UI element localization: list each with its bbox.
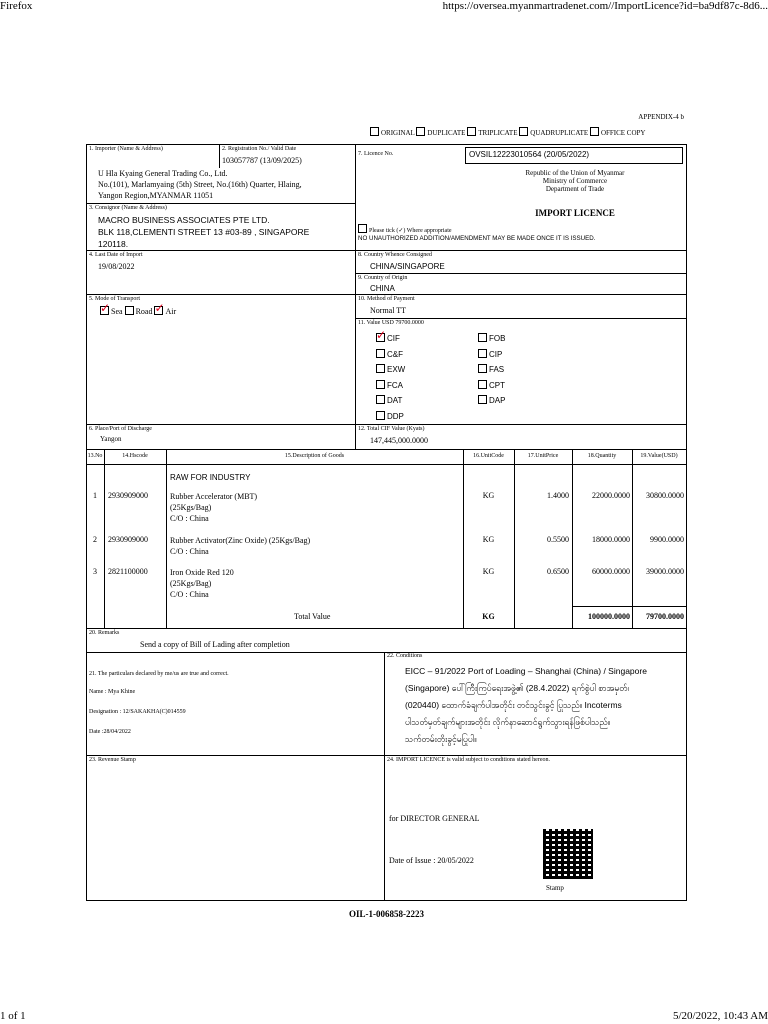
incoterms-left	[376, 331, 405, 424]
total-cif-value: 147,445,000.0000	[370, 436, 428, 445]
consignor-label: 3. Consignor (Name & Address)	[89, 205, 167, 211]
page-count: 1 of 1	[0, 1010, 26, 1022]
country-consigned-value: CHINA/SINGAPORE	[370, 262, 445, 271]
payment-method-label: 10. Method of Payment	[358, 296, 415, 302]
conditions-text	[405, 663, 647, 748]
item-desc-line: Iron Oxide Red 120	[170, 568, 234, 577]
date-of-issue: Date of Issue : 20/05/2022	[389, 856, 474, 865]
copy-options	[370, 127, 645, 137]
country-consigned-label: 8. Country Whence Consigned	[358, 252, 432, 258]
licence-no-field: OVSIL12223010564 (20/05/2022)	[465, 147, 683, 164]
republic-line: Republic of the Union of Myanmar	[525, 169, 625, 177]
fca-label: FCA	[387, 380, 403, 390]
republic-header	[505, 169, 645, 193]
item-price: 0.5500	[547, 535, 569, 544]
duplicate-checkbox[interactable]	[416, 127, 425, 136]
item-hscode: 2821100000	[108, 567, 148, 576]
item-price: 0.6500	[547, 567, 569, 576]
mode-transport-options	[100, 306, 176, 316]
original-label: ORIGINAL	[381, 129, 415, 137]
fob-checkbox[interactable]	[478, 333, 487, 342]
item-description	[170, 567, 234, 600]
item-desc-line: C/O : China	[170, 547, 209, 556]
col-hscode-header: 14.Hscode	[122, 453, 148, 459]
last-date-label: 4. Last Date of Import	[89, 252, 143, 258]
exw-checkbox[interactable]	[376, 364, 385, 373]
original-checkbox[interactable]	[370, 127, 379, 136]
condition-line: (Singapore) ပေါ်ကြီးကြပ်ရေးအဖွဲ့၏ (28.4.2022) ရက်စွဲပါ စာအမှတ်၊	[405, 683, 629, 693]
fca-checkbox[interactable]	[376, 380, 385, 389]
conditions-label: 22. Conditions	[387, 653, 423, 659]
validity-note: 24. IMPORT LICENCE is valid subject to conditions stated hereon.	[387, 757, 551, 763]
office-copy-checkbox[interactable]	[590, 127, 599, 136]
cpt-checkbox[interactable]	[478, 380, 487, 389]
item-hscode: 2930909000	[108, 535, 148, 544]
quadruplicate-label: QUADRUPLICATE	[530, 129, 589, 137]
qr-code-icon	[543, 829, 593, 879]
importer-line: No.(101), Marlamyaing (5th) Street, No.(16th) Quarter, Hlaing,	[98, 180, 302, 189]
col-description-header: 15.Description of Goods	[284, 453, 345, 459]
sea-checkbox[interactable]	[100, 306, 109, 315]
total-cif-label: 12. Total CIF Value (Kyats)	[358, 426, 425, 432]
item-qty: 18000.0000	[592, 535, 630, 544]
condition-line: EICC – 91/2022 Port of Loading – Shanghai (China) / Singapore	[405, 666, 647, 676]
office-copy-label: OFFICE COPY	[600, 129, 646, 137]
total-label: Total Value	[294, 612, 331, 621]
appendix-label: APPENDIX-4 b	[638, 113, 684, 121]
triplicate-label: TRIPLICATE	[478, 129, 518, 137]
declarant-name: Name : Mya Khine	[89, 689, 136, 695]
consignor-line: MACRO BUSINESS ASSOCIATES PTE LTD.	[98, 215, 270, 225]
air-label: Air	[165, 307, 177, 316]
col-no-header: 13.No	[87, 453, 103, 459]
item-desc-line: (25Kgs/Bag)	[170, 503, 212, 512]
item-desc-line: C/O : China	[170, 514, 209, 523]
condition-line: ပါသတ်မှတ်ချက်များအတိုင်း လိုက်နာဆောင်ရွက်သွားရန်ဖြစ်ပါသည်။	[405, 717, 611, 727]
registration-value: 103057787 (13/09/2025)	[222, 156, 302, 165]
cif-checkbox[interactable]	[376, 333, 385, 342]
item-no: 3	[93, 567, 97, 576]
tick-box	[358, 224, 367, 233]
item-no: 2	[93, 535, 97, 544]
fob-label: FOB	[489, 334, 506, 343]
consignor-address	[98, 214, 309, 250]
quadruplicate-checkbox[interactable]	[519, 127, 528, 136]
item-unit: KG	[482, 535, 495, 544]
department-line: Department of Trade	[545, 185, 605, 193]
item-qty: 22000.0000	[592, 491, 630, 500]
total-value: 79700.0000	[646, 612, 684, 621]
browser-name: Firefox	[0, 0, 33, 12]
total-unit: KG	[482, 612, 495, 621]
item-desc-line: Rubber Activator(Zinc Oxide) (25Kgs/Bag)	[170, 536, 311, 545]
importer-line: U Hla Kyaing General Trading Co., Ltd.	[98, 169, 228, 178]
cip-checkbox[interactable]	[478, 349, 487, 358]
item-unit: KG	[482, 491, 495, 500]
col-quantity-header: 18.Quantity	[587, 453, 617, 459]
fas-checkbox[interactable]	[478, 364, 487, 373]
col-unitprice-header: 17.UnitPrice	[527, 453, 559, 459]
country-origin-value: CHINA	[370, 284, 395, 293]
item-description	[170, 535, 310, 557]
remarks-value: Send a copy of Bill of Lading after completion	[140, 640, 290, 649]
item-value: 30800.0000	[646, 491, 684, 500]
col-unitcode-header: 16.UnitCode	[473, 453, 504, 459]
fas-label: FAS	[489, 365, 505, 374]
cpt-label: CPT	[489, 380, 505, 390]
please-tick-note	[358, 224, 452, 234]
item-value: 39000.0000	[646, 567, 684, 576]
consignor-line: 120118.	[98, 239, 129, 249]
remarks-label: 20. Remarks	[89, 630, 120, 636]
mode-transport-label: 5. Mode of Transport	[89, 296, 141, 302]
condition-line: (020440) ထောက်ခံချက်ပါအတိုင်း တင်သွင်းခွင့် ပြုသည်။ Incoterms	[405, 700, 622, 710]
licence-no-label: 7. Licence No.	[358, 151, 394, 157]
value-usd-label: 11. Value USD 79700.0000	[358, 320, 424, 326]
exw-label: EXW	[387, 365, 406, 374]
item-no: 1	[93, 491, 97, 500]
country-origin-label: 9. Country of Origin	[358, 275, 408, 281]
dap-label: DAP	[489, 396, 506, 405]
declaration-label: 21. The particulars declared by me/us are true and correct.	[89, 671, 229, 677]
condition-line: သက်တမ်းတိုးခွင့်မပြုပါ။	[405, 734, 477, 744]
road-checkbox[interactable]	[125, 306, 134, 315]
road-label: Road	[135, 307, 153, 316]
director-general-label: for DIRECTOR GENERAL	[389, 814, 480, 823]
cif-label: CIF	[387, 334, 400, 343]
item-unit: KG	[482, 567, 495, 576]
revenue-stamp-label: 23. Revenue Stamp	[89, 757, 136, 763]
dap-checkbox[interactable]	[478, 395, 487, 404]
item-desc-line: C/O : China	[170, 590, 209, 599]
triplicate-checkbox[interactable]	[467, 127, 476, 136]
page-url: https://oversea.myanmartradenet.com//ImportLicence?id=ba9df87c-8d6...	[442, 0, 768, 12]
cnf-label: C&F	[387, 349, 403, 359]
dat-label: DAT	[387, 396, 403, 405]
port-discharge-value: Yangon	[100, 435, 122, 443]
col-value-header: 19.Value(USD)	[640, 453, 678, 459]
ddp-label: DDP	[387, 411, 404, 421]
no-amendment-note: NO UNAUTHORIZED ADDITION/AMENDMENT MAY BE MADE ONCE IT IS ISSUED.	[358, 235, 596, 242]
item-hscode: 2930909000	[108, 491, 148, 500]
sea-label: Sea	[111, 307, 123, 316]
item-desc-line: (25Kgs/Bag)	[170, 579, 212, 588]
import-licence-title: IMPORT LICENCE	[535, 208, 615, 218]
incoterms-right	[478, 331, 505, 409]
ddp-checkbox[interactable]	[376, 411, 385, 420]
dat-checkbox[interactable]	[376, 395, 385, 404]
importer-line: Yangon Region,MYANMAR 11051	[98, 191, 214, 200]
item-description	[170, 491, 257, 524]
declaration-date: Date :28/04/2022	[89, 729, 131, 735]
item-price: 1.4000	[547, 491, 569, 500]
port-discharge-label: 6. Place/Port of Discharge	[89, 426, 152, 432]
please-tick-text: Please tick (✓) Where appropriate	[369, 228, 452, 234]
duplicate-label: DUPLICATE	[427, 129, 466, 137]
cnf-checkbox[interactable]	[376, 349, 385, 358]
consignor-line: BLK 118,CLEMENTI STREET 13 #03-89 , SINGAPORE	[98, 227, 310, 237]
importer-address	[98, 168, 302, 201]
last-date-value: 19/08/2022	[98, 262, 135, 271]
oil-number: OIL-1-006858-2223	[349, 909, 424, 919]
item-qty: 60000.0000	[592, 567, 630, 576]
item-value: 9900.0000	[650, 535, 684, 544]
air-checkbox[interactable]	[154, 306, 163, 315]
registration-label: 2. Registration No./ Valid Date	[222, 146, 297, 152]
stamp-label: Stamp	[546, 884, 564, 892]
print-timestamp: 5/20/2022, 10:43 AM	[672, 1010, 768, 1022]
importer-label: 1. Importer (Name & Address)	[89, 146, 163, 152]
goods-category: RAW FOR INDUSTRY	[170, 473, 251, 482]
total-quantity: 100000.0000	[588, 612, 630, 621]
item-desc-line: Rubber Accelerator (MBT)	[170, 492, 258, 501]
declarant-designation: Designation : 12/SAKAKHA(C)014559	[89, 709, 186, 715]
ministry-line: Ministry of Commerce	[542, 177, 608, 185]
cip-label: CIP	[489, 349, 503, 359]
payment-method-value: Normal TT	[370, 306, 407, 315]
